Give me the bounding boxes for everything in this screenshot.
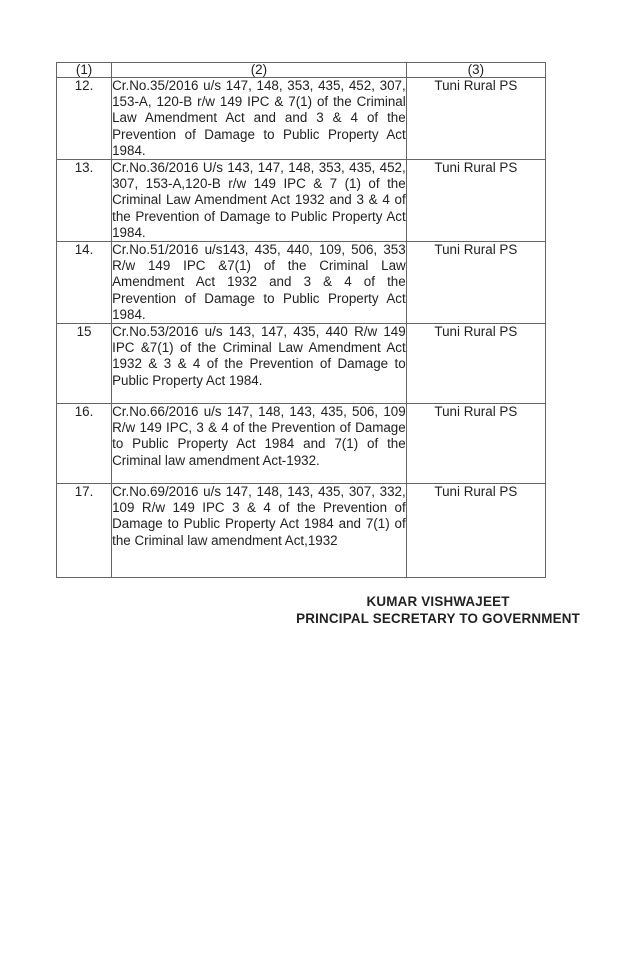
header-col-1: (1) [57, 63, 112, 78]
table-row [57, 324, 546, 404]
serial-number: 16. [57, 404, 112, 484]
police-station: Tuni Rural PS [406, 242, 545, 324]
serial-number: 15 [57, 324, 112, 404]
serial-number: 12. [57, 78, 112, 160]
case-description: Cr.No.66/2016 u/s 147, 148, 143, 435, 506, 109 R/w 149 IPC, 3 & 4 of the Prevention of Damage to Public Property Act 1984 and 7(1) of the Criminal law amendment Act-1932. [112, 404, 407, 484]
serial-number: 17. [57, 484, 112, 578]
police-station: Tuni Rural PS [406, 78, 545, 160]
case-description: Cr.No.36/2016 U/s 143, 147, 148, 353, 435, 452, 307, 153-A,120-B r/w 149 IPC & 7 (1) of the Criminal Law Amendment Act 1932 and 3 & 4 of the Prevention of Damage to Public Property Act 1984. [112, 160, 406, 240]
case-description: Cr.No.51/2016 u/s143, 435, 440, 109, 506, 353 R/w 149 IPC &7(1) of the Criminal Law Amendment Act 1932 and 3 & 4 of the Prevention of Damage to Public Property Act 1984. [112, 242, 406, 322]
signatory-name: KUMAR VISHWAJEET [366, 594, 510, 609]
table-row [57, 78, 546, 160]
case-description: Cr.No.35/2016 u/s 147, 148, 353, 435, 452, 307, 153-A, 120-B r/w 149 IPC & 7(1) of the Criminal Law Amendment Act and and 3 & 4 of the Prevention of Damage to Public Property Act 1984. [112, 78, 406, 158]
serial-number: 14. [57, 242, 112, 324]
signatory-designation: PRINCIPAL SECRETARY TO GOVERNMENT [296, 611, 580, 626]
table-row [57, 242, 546, 324]
table-header-row [57, 63, 546, 78]
police-station: Tuni Rural PS [406, 404, 545, 484]
case-description: Cr.No.69/2016 u/s 147, 148, 143, 435, 307, 332, 109 R/w 149 IPC 3 & 4 of the Prevention of Damage to Public Property Act 1984 and 7(1) of the Criminal law amendment Act,1932 [112, 484, 407, 578]
police-station: Tuni Rural PS [406, 160, 545, 242]
table-row [57, 484, 546, 578]
header-col-3: (3) [406, 63, 545, 78]
police-station: Tuni Rural PS [406, 484, 545, 578]
table-row [57, 404, 546, 484]
table-row [57, 160, 546, 242]
police-station: Tuni Rural PS [406, 324, 545, 404]
signature-block [296, 593, 580, 627]
serial-number: 13. [57, 160, 112, 242]
case-table [56, 62, 546, 578]
header-col-2: (2) [112, 63, 407, 78]
case-description: Cr.No.53/2016 u/s 143, 147, 435, 440 R/w 149 IPC &7(1) of the Criminal Law Amendment Act 1932 & 3 & 4 of the Prevention of Damage to Public Property Act 1984. [112, 324, 407, 404]
